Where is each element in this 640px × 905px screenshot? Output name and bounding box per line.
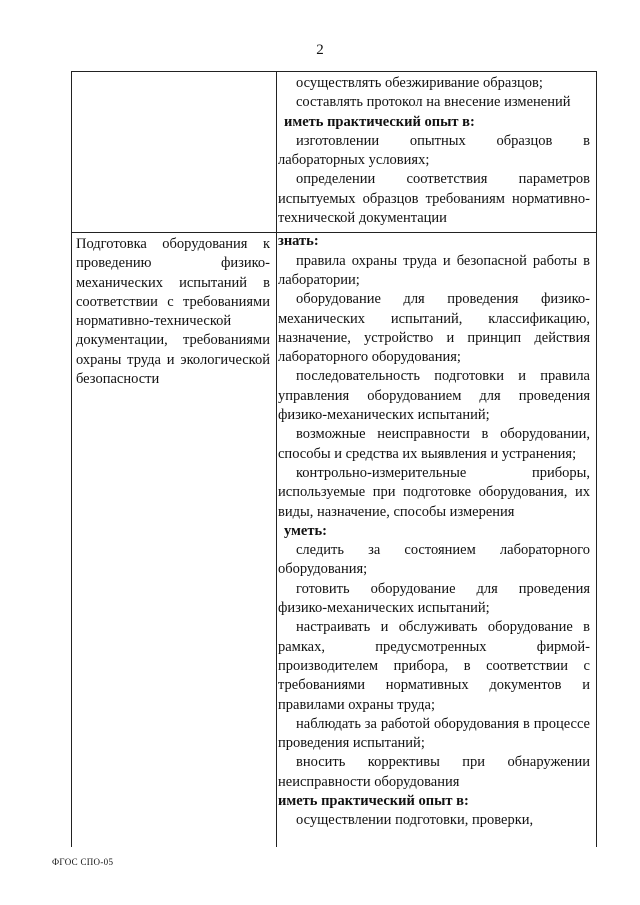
column-divider <box>276 72 277 847</box>
left-cell <box>76 235 270 389</box>
can-item: готовить оборудование для проведения физико-механических испытаний; <box>278 580 590 617</box>
practical-item: осуществлении подготовки, проверки, <box>296 812 534 829</box>
know-item: контрольно-измерительные приборы, используемые при подготовке оборудования, их виды, назначение, способы измерения <box>278 464 590 520</box>
right-top-item: осуществлять обезжиривание образцов; <box>296 75 543 91</box>
can-item: следить за состоянием лабораторного оборудования; <box>278 542 590 578</box>
left-cell-text: Подготовка оборудования к проведению физико-механических испытаний в соответствии с требованиями нормативно-технической документации, требованиями охраны труда и экологической безопасности <box>76 236 270 388</box>
know-item: последовательность подготовки и правила управления оборудованием для проведения физико-механических испытаний; <box>278 368 590 424</box>
practical-item: определении соответствия параметров испытуемых образцов требованиям нормативно-технической документации <box>278 171 590 227</box>
can-item: наблюдать за работой оборудования в процессе проведения испытаний; <box>278 715 590 752</box>
right-column <box>278 74 590 831</box>
competency-table <box>71 71 597 847</box>
page-number: 2 <box>316 42 324 58</box>
can-item: настраивать и обслуживать оборудование в рамках, предусмотренных фирмой-производителем прибора, в соответствии с требованиями нормативных документов и правилами охраны труда; <box>278 619 590 713</box>
know-item: оборудование для проведения физико-механических испытаний, классификацию, назначение, устройство и принцип действия лабораторного оборудования; <box>278 291 590 366</box>
know-label: знать: <box>278 233 319 250</box>
can-label: уметь: <box>284 522 327 539</box>
know-item: правила охраны труда и безопасной работы в лаборатории; <box>278 252 590 288</box>
practical-label: иметь практический опыт в: <box>284 113 475 130</box>
right-top-item: составлять протокол на внесение изменений <box>296 94 571 111</box>
practical-label: иметь практический опыт в: <box>278 792 469 809</box>
can-item: вносить коррективы при обнаружении неисправности оборудования <box>278 754 590 790</box>
know-item: возможные неисправности в оборудовании, способы и средства их выявления и устранения; <box>278 426 590 462</box>
footer-code: ФГОС СПО-05 <box>52 857 114 867</box>
practical-item: изготовлении опытных образцов в лабораторных условиях; <box>278 132 590 169</box>
